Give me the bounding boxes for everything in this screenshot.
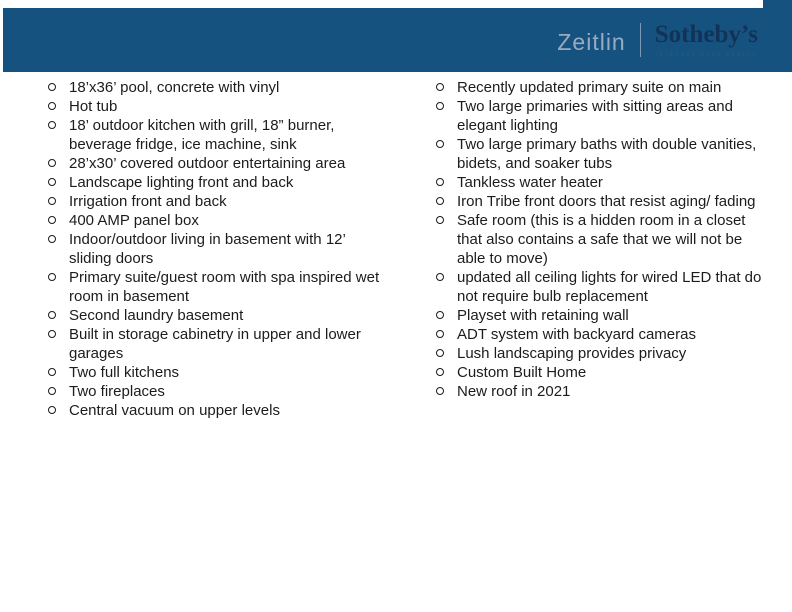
list-item	[428, 363, 784, 382]
brand-logo	[557, 22, 758, 57]
hollow-circle-bullet-icon	[436, 83, 444, 91]
list-item	[428, 344, 784, 363]
list-item	[428, 306, 784, 325]
hollow-circle-bullet-icon	[48, 235, 56, 243]
list-item-text: Lush landscaping provides privacy	[457, 345, 687, 362]
list-item-text: Two fireplaces	[69, 383, 165, 400]
list-item-text: Second laundry basement	[69, 307, 244, 324]
list-item-text: Iron Tribe front doors that resist aging/ fading	[457, 193, 756, 210]
list-item-text: ADT system with backyard cameras	[457, 326, 696, 343]
list-item-text: Playset with retaining wall	[457, 307, 629, 324]
hollow-circle-bullet-icon	[436, 368, 444, 376]
hollow-circle-bullet-icon	[436, 178, 444, 186]
list-item-text: Custom Built Home	[457, 364, 587, 381]
list-item	[40, 230, 402, 268]
list-item-text: Two large primary baths with double vanities, bidets, and soaker tubs	[457, 136, 757, 172]
brand-sothebys-block	[655, 22, 758, 57]
list-item-text: Two full kitchens	[69, 364, 180, 381]
brand-tagline: INTERNATIONAL REALTY	[655, 51, 758, 58]
hollow-circle-bullet-icon	[436, 197, 444, 205]
list-item	[428, 192, 784, 211]
hollow-circle-bullet-icon	[48, 178, 56, 186]
brand-sothebys-wordmark: Sotheby’s	[654, 21, 758, 49]
hollow-circle-bullet-icon	[436, 102, 444, 110]
list-item	[40, 268, 402, 306]
list-item	[40, 382, 402, 401]
list-item	[40, 306, 402, 325]
list-item-text: Landscape lighting front and back	[69, 174, 294, 191]
list-item-text: Recently updated primary suite on main	[457, 79, 722, 96]
list-item	[40, 78, 402, 97]
hollow-circle-bullet-icon	[48, 197, 56, 205]
list-item	[40, 154, 402, 173]
hollow-circle-bullet-icon	[436, 330, 444, 338]
list-item	[40, 173, 402, 192]
feature-column-left	[40, 78, 402, 420]
list-item	[428, 135, 784, 173]
hollow-circle-bullet-icon	[48, 102, 56, 110]
hollow-circle-bullet-icon	[436, 273, 444, 281]
brand-zeitlin-wordmark: Zeitlin	[557, 28, 626, 55]
list-item	[40, 116, 402, 154]
hollow-circle-bullet-icon	[436, 387, 444, 395]
hollow-circle-bullet-icon	[436, 311, 444, 319]
hollow-circle-bullet-icon	[48, 311, 56, 319]
hollow-circle-bullet-icon	[436, 349, 444, 357]
hollow-circle-bullet-icon	[48, 83, 56, 91]
hollow-circle-bullet-icon	[48, 406, 56, 414]
list-item-text: Indoor/outdoor living in basement with 12’ sliding doors	[69, 231, 346, 267]
feature-list-right	[428, 78, 784, 401]
feature-list-left	[40, 78, 402, 420]
hollow-circle-bullet-icon	[48, 216, 56, 224]
list-item	[428, 173, 784, 192]
hollow-circle-bullet-icon	[48, 273, 56, 281]
list-item	[40, 97, 402, 116]
list-item-text: Tankless water heater	[457, 174, 603, 191]
brand-divider-line	[640, 23, 641, 57]
list-item-text: Central vacuum on upper levels	[69, 402, 280, 419]
hollow-circle-bullet-icon	[48, 121, 56, 129]
list-item	[428, 78, 784, 97]
list-item	[40, 192, 402, 211]
list-item-text: Two large primaries with sitting areas and elegant lighting	[457, 98, 733, 134]
list-item-text: Primary suite/guest room with spa inspired wet room in basement	[69, 269, 380, 305]
hollow-circle-bullet-icon	[48, 159, 56, 167]
hollow-circle-bullet-icon	[436, 140, 444, 148]
hollow-circle-bullet-icon	[48, 368, 56, 376]
list-item	[40, 401, 402, 420]
list-item-text: 18’ outdoor kitchen with grill, 18” burner, beverage fridge, ice machine, sink	[69, 117, 335, 153]
list-item-text: New roof in 2021	[457, 383, 571, 400]
list-item-text: Irrigation front and back	[69, 193, 227, 210]
list-item	[40, 325, 402, 363]
list-item	[428, 382, 784, 401]
hollow-circle-bullet-icon	[48, 330, 56, 338]
list-item-text: 18’x36’ pool, concrete with vinyl	[69, 79, 280, 96]
feature-column-right	[428, 78, 784, 401]
list-item-text: Safe room (this is a hidden room in a closet that also contains a safe that we will not be able to move)	[457, 212, 746, 267]
list-item-text: 400 AMP panel box	[69, 212, 199, 229]
header-bar	[3, 8, 792, 72]
list-item	[40, 363, 402, 382]
list-item	[428, 325, 784, 344]
list-item	[428, 211, 784, 268]
hollow-circle-bullet-icon	[48, 387, 56, 395]
list-item-text: Built in storage cabinetry in upper and lower garages	[69, 326, 361, 362]
list-item-text: Hot tub	[69, 98, 118, 115]
list-item	[40, 211, 402, 230]
list-item-text: 28’x30’ covered outdoor entertaining area	[69, 155, 346, 172]
list-item	[428, 97, 784, 135]
list-item	[428, 268, 784, 306]
hollow-circle-bullet-icon	[436, 216, 444, 224]
list-item-text: updated all ceiling lights for wired LED that do not require bulb replacement	[457, 269, 762, 305]
